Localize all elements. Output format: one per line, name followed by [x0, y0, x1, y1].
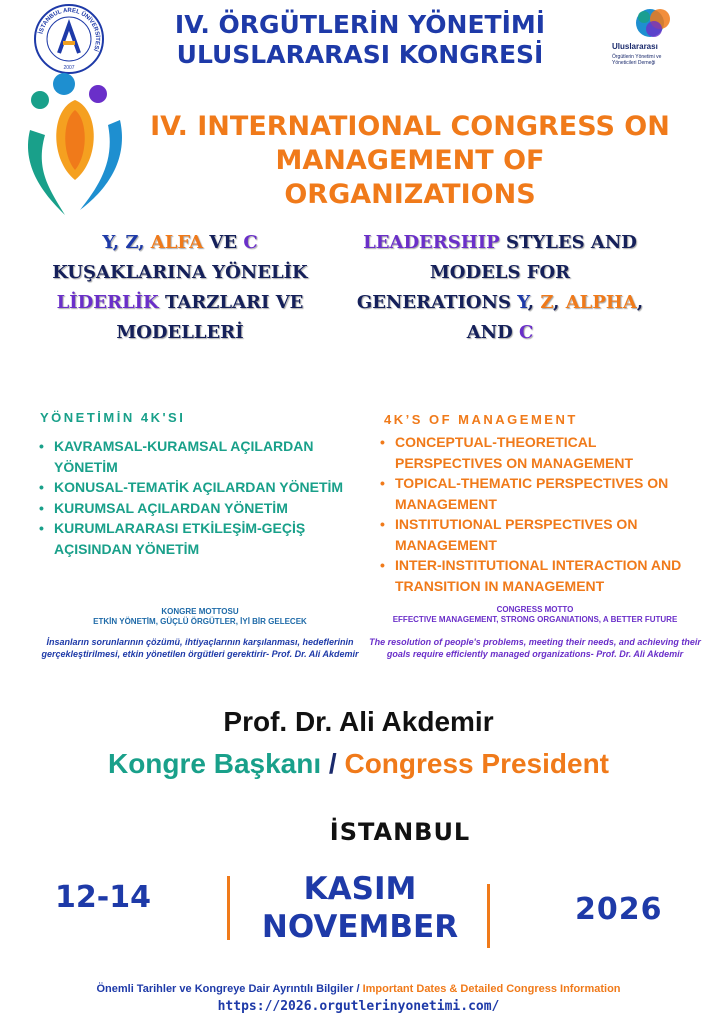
list-item: • TOPICAL-THEMATIC PERSPECTIVES ON MANAGEMENT: [380, 475, 669, 512]
divider: [487, 884, 490, 948]
motto-text-en: EFFECTIVE MANAGEMENT, STRONG ORGANIATIONS, A BETTER FUTURE: [392, 615, 678, 624]
list-item: • INTER-INSTITUTIONAL INTERACTION AND TRANSITION IN MANAGEMENT: [380, 557, 682, 594]
svg-text:İSTANBUL AREL ÜNİVERSİTESİ: İSTANBUL AREL ÜNİVERSİTESİ: [38, 7, 101, 52]
congress-title-tr: IV. ÖRGÜTLERİN YÖNETİMİ ULUSLARARASI KONGRESİ: [174, 10, 546, 69]
motto-title-en: CONGRESS MOTTO: [496, 605, 574, 614]
association-name: Uluslararası: [612, 42, 658, 51]
motto-quote-en: The resolution of people's problems, meeting their needs, and achieving their goals require efficiently managed organizations- Prof. Dr. Ali Akdemir: [369, 637, 701, 659]
list-item: • KAVRAMSAL-KURAMSAL AÇILARDAN YÖNETİM: [39, 438, 314, 475]
university-logo: [33, 3, 105, 75]
event-city: İSTANBUL: [329, 818, 471, 846]
list-item: • KURUMSAL AÇILARDAN YÖNETİM: [39, 499, 288, 516]
list-item: • KONUSAL-TEMATİK AÇILARDAN YÖNETİM: [39, 479, 344, 495]
motto-title-tr: KONGRE MOTTOSU: [161, 607, 239, 616]
list-item: • CONCEPTUAL-THEORETICAL PERSPECTIVES ON MANAGEMENT: [380, 434, 634, 471]
congress-emblem: [20, 70, 130, 220]
president-name: Prof. Dr. Ali Akdemir: [223, 706, 494, 737]
svg-text:2007: 2007: [63, 65, 75, 71]
divider: [227, 876, 230, 940]
theme-title-en: LEADERSHIP STYLES AND MODELS FOR GENERATIONS Y, Z, ALPHA, AND C: [356, 232, 644, 343]
website-link[interactable]: https://2026.orgutlerinyonetimi.com/: [217, 999, 500, 1014]
president-role: Kongre Başkanı / Congress President: [107, 748, 610, 779]
association-subtitle: Örgütlerin Yönetimi ve Yöneticileri Derneği: [612, 54, 662, 66]
four-k-list-tr: [37, 436, 367, 559]
motto-text-tr: ETKİN YÖNETİM, GÜÇLÜ ÖRGÜTLER, İYİ BİR GELECEK: [93, 617, 307, 626]
event-month: KASIM NOVEMBER: [261, 871, 459, 945]
event-days: 12-14: [55, 880, 151, 915]
congress-title-en: IV. INTERNATIONAL CONGRESS ON MANAGEMENT OF ORGANIZATIONS: [150, 111, 670, 210]
footer-info: Önemli Tarihler ve Kongreye Dair Ayrıntılı Bilgiler / Important Dates & Detailed Congress Information: [96, 983, 621, 995]
four-k-heading-en: 4K’S OF MANAGEMENT: [384, 412, 578, 427]
theme-title-tr: Y, Z, ALFA VE C KUŞAKLARINA YÖNELİK LİDERLİK TARZLARI VE MODELLERİ: [52, 232, 308, 343]
motto-quote-tr: İnsanların sorunlarının çözümü, ihtiyaçlarının karşılanması, hedeflerinin gerçekleştirilmesi, etkin yönetilen örgütleri gerektirir- Prof. Dr. Ali Akdemir: [41, 637, 359, 659]
list-item: • KURUMLARARASI ETKİLEŞİM-GEÇİŞ AÇISINDAN YÖNETİM: [39, 520, 306, 557]
four-k-list-en: [378, 432, 698, 596]
four-k-heading-tr: YÖNETİMİN 4K'SI: [40, 410, 186, 425]
event-year: 2026: [575, 892, 663, 927]
list-item: • INSTITUTIONAL PERSPECTIVES ON MANAGEMENT: [380, 516, 638, 553]
